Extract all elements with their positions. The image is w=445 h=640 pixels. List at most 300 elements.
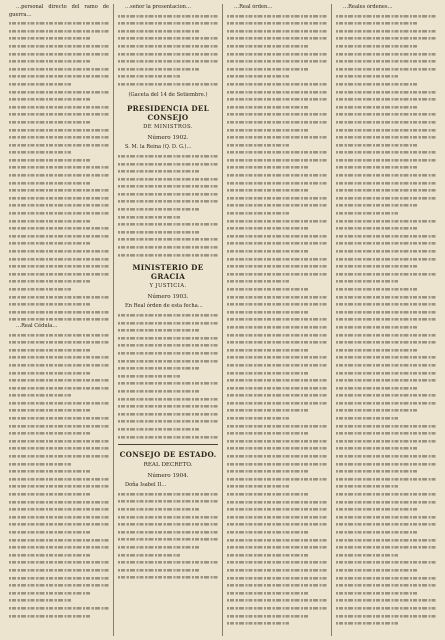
text-line (227, 19, 327, 27)
text-line (118, 433, 218, 441)
text-line (336, 247, 436, 255)
text-line (118, 42, 218, 50)
text-line (118, 566, 200, 574)
text-line (118, 27, 200, 35)
text-line (336, 460, 436, 468)
text-line (227, 209, 289, 217)
text-line (336, 536, 436, 544)
text-line (336, 566, 418, 574)
text-line (118, 243, 218, 251)
text-line (9, 308, 109, 316)
text-line (336, 194, 436, 202)
text-line (336, 224, 418, 232)
text-line (336, 209, 398, 217)
text-line (336, 467, 418, 475)
text-line (336, 414, 398, 422)
text-line (336, 110, 436, 118)
text-line (118, 364, 200, 372)
text-line (227, 490, 309, 498)
text-line (9, 543, 109, 551)
text-line (118, 395, 218, 403)
text-line (118, 425, 200, 433)
text-line (227, 179, 327, 187)
text-line (9, 42, 109, 50)
text-line (9, 141, 109, 149)
text-line (336, 148, 436, 156)
text-line (227, 300, 327, 308)
text-line (227, 475, 327, 483)
text-line (9, 384, 109, 392)
text-line (336, 604, 436, 612)
text-line (118, 213, 180, 221)
text-line (118, 402, 218, 410)
text-line (336, 513, 436, 521)
decree-number: Número 1902. (147, 134, 189, 141)
text-line (336, 581, 436, 589)
text-line (118, 311, 218, 319)
text-line (227, 422, 327, 430)
text-line (118, 251, 218, 259)
text-line (336, 437, 436, 445)
text-line (336, 12, 436, 20)
text-line (227, 513, 327, 521)
text-line (336, 277, 398, 285)
text-line (336, 475, 436, 483)
text-line (227, 369, 309, 377)
text-line (336, 376, 436, 384)
text-line (9, 194, 109, 202)
decree-number: Número 1904. (147, 472, 189, 479)
text-line (227, 543, 327, 551)
text-line (9, 558, 109, 566)
text-line (336, 444, 418, 452)
text-line (336, 133, 436, 141)
text-line (9, 520, 109, 528)
text-line (118, 72, 180, 80)
text-line (118, 50, 218, 58)
text-line (118, 235, 218, 243)
text-line (9, 551, 91, 559)
text-line (9, 50, 109, 58)
text-line (9, 369, 91, 377)
text-line (336, 239, 436, 247)
text-line (227, 50, 327, 58)
text-line (9, 490, 91, 498)
text-line (336, 300, 436, 308)
text-line (227, 452, 327, 460)
article-paragraph: Doña Isabel II… (125, 482, 167, 489)
text-line (336, 346, 418, 354)
text-line (9, 300, 91, 308)
text-line (118, 205, 200, 213)
text-line (118, 410, 218, 418)
text-line (9, 80, 71, 88)
text-line (227, 171, 327, 179)
text-line (336, 285, 418, 293)
column-4 (331, 4, 440, 636)
text-line (118, 490, 218, 498)
text-line (9, 126, 109, 134)
text-line (227, 126, 309, 134)
text-line (336, 232, 436, 240)
text-line (336, 179, 436, 187)
text-line (336, 80, 418, 88)
text-line (227, 247, 309, 255)
text-line (336, 596, 436, 604)
text-line (227, 353, 327, 361)
text-line (227, 376, 327, 384)
text-line (336, 369, 436, 377)
text-line (227, 361, 327, 369)
text-line (227, 12, 327, 20)
text-line (118, 12, 218, 20)
text-line (9, 376, 109, 384)
text-line (336, 361, 436, 369)
text-line (9, 57, 91, 65)
text-line (9, 95, 91, 103)
text-line (9, 285, 71, 293)
article-paragraph: …señor la presentacion… (125, 4, 192, 10)
text-line (227, 505, 327, 513)
text-line (336, 482, 398, 490)
text-line (336, 391, 436, 399)
text-line (9, 536, 109, 544)
article-paragraph: …Reales órdenes… (343, 4, 393, 10)
text-line (9, 34, 91, 42)
text-line (118, 334, 218, 342)
text-line (227, 482, 289, 490)
text-line (9, 186, 109, 194)
section-heading: MINISTERIO DE GRACIA (132, 263, 204, 282)
text-line (9, 27, 109, 35)
text-line (118, 160, 218, 168)
text-line (227, 201, 327, 209)
text-line (227, 520, 327, 528)
text-line (227, 558, 327, 566)
text-line (118, 19, 218, 27)
text-line (9, 444, 109, 452)
text-line (227, 163, 309, 171)
text-line (227, 103, 309, 111)
text-line (227, 331, 327, 339)
text-line (227, 612, 309, 620)
text-line (227, 194, 327, 202)
text-line (9, 581, 109, 589)
text-line (227, 133, 327, 141)
text-line (118, 387, 200, 395)
text-line (336, 323, 418, 331)
text-line (336, 558, 436, 566)
text-line (336, 126, 436, 134)
text-line (227, 619, 289, 627)
text-line (336, 141, 418, 149)
text-line (9, 171, 109, 179)
text-line (336, 399, 436, 407)
text-line (336, 520, 436, 528)
text-line (336, 505, 418, 513)
text-line (9, 65, 109, 73)
text-line (227, 444, 327, 452)
text-line (227, 467, 309, 475)
text-line (9, 399, 109, 407)
text-line (9, 467, 91, 475)
text-line (118, 34, 218, 42)
text-line (227, 536, 327, 544)
text-line (9, 201, 109, 209)
decree-number: Número 1903. (147, 293, 189, 300)
article-paragraph: …Real Cédula… (16, 322, 58, 329)
text-line (227, 384, 327, 392)
column-2 (113, 4, 222, 636)
text-line (9, 239, 91, 247)
text-line (336, 163, 418, 171)
text-line (9, 422, 109, 430)
text-line (118, 551, 180, 559)
section-subheading: Y JUSTICIA. (149, 283, 187, 290)
text-line (336, 103, 418, 111)
text-line (336, 406, 418, 414)
text-line (336, 118, 436, 126)
text-line (227, 118, 327, 126)
text-line (9, 391, 71, 399)
text-line (227, 88, 327, 96)
text-line (336, 42, 418, 50)
text-line (9, 103, 109, 111)
text-line (336, 331, 436, 339)
text-line (336, 27, 436, 35)
text-line (118, 379, 218, 387)
text-line (9, 255, 109, 263)
text-line (9, 475, 109, 483)
text-line (336, 315, 436, 323)
section-heading: PRESIDENCIA DEL CONSEJO (126, 104, 210, 123)
text-line (118, 319, 218, 327)
text-line (336, 217, 436, 225)
text-line (336, 88, 436, 96)
text-line (336, 338, 436, 346)
text-line (336, 528, 418, 536)
text-line (9, 361, 109, 369)
text-line (227, 224, 309, 232)
text-line (227, 156, 327, 164)
text-line (9, 19, 109, 27)
text-line (227, 596, 327, 604)
text-line (227, 293, 327, 301)
text-line (118, 497, 218, 505)
article-paragraph: …Real órden… (234, 4, 273, 10)
text-line (9, 482, 109, 490)
text-line (336, 308, 436, 316)
text-line (227, 239, 327, 247)
text-line (336, 612, 436, 620)
text-line (118, 190, 218, 198)
text-line (227, 65, 309, 73)
text-line (227, 460, 327, 468)
text-line (118, 65, 200, 73)
text-line (9, 315, 109, 323)
text-line (227, 604, 327, 612)
section-heading: CONSEJO DE ESTADO. (119, 450, 217, 460)
text-line (227, 308, 309, 316)
text-line (227, 186, 309, 194)
text-line (118, 349, 218, 357)
text-line (336, 270, 436, 278)
text-line (227, 262, 327, 270)
text-line (227, 437, 327, 445)
text-line (118, 417, 218, 425)
text-line (336, 171, 436, 179)
text-line (9, 460, 71, 468)
text-line (118, 152, 218, 160)
text-line (9, 156, 91, 164)
text-line (227, 528, 309, 536)
text-line (118, 543, 200, 551)
text-line (227, 338, 327, 346)
text-line (118, 513, 218, 521)
text-line (336, 34, 436, 42)
text-line (336, 429, 436, 437)
text-line (336, 589, 418, 597)
section-subheading: DE MINISTROS. (143, 124, 193, 131)
text-line (227, 141, 289, 149)
text-line (227, 566, 327, 574)
text-line (9, 513, 109, 521)
text-line (9, 110, 109, 118)
text-line (227, 315, 327, 323)
text-line (227, 551, 309, 559)
text-line (336, 452, 436, 460)
text-line (227, 27, 327, 35)
text-line (336, 255, 436, 263)
text-line (9, 596, 71, 604)
text-line (336, 262, 418, 270)
decree-number: REAL DECRETO. (143, 462, 193, 469)
text-line (118, 326, 200, 334)
text-line (336, 490, 436, 498)
text-line (118, 528, 218, 536)
text-line (336, 422, 436, 430)
text-line (9, 528, 91, 536)
text-line (9, 604, 109, 612)
text-line (118, 341, 218, 349)
text-line (9, 406, 91, 414)
text-line (9, 72, 109, 80)
text-line (118, 167, 200, 175)
text-line (227, 72, 289, 80)
text-line (9, 353, 109, 361)
text-line (336, 201, 418, 209)
text-line (227, 285, 309, 293)
text-line (118, 573, 218, 581)
text-line (9, 414, 109, 422)
column-3 (222, 4, 331, 636)
text-line (9, 505, 109, 513)
text-line (336, 65, 436, 73)
text-line (9, 338, 109, 346)
text-line (9, 224, 109, 232)
text-line (227, 95, 327, 103)
text-line (336, 384, 418, 392)
text-line (227, 42, 309, 50)
text-line (227, 110, 327, 118)
text-line (9, 217, 91, 225)
text-line (227, 34, 327, 42)
text-line (336, 551, 398, 559)
text-line (118, 505, 200, 513)
text-line (336, 186, 436, 194)
text-line (118, 57, 218, 65)
text-line (336, 498, 436, 506)
text-line (9, 118, 91, 126)
text-line (118, 197, 218, 205)
text-line (227, 399, 327, 407)
text-line (9, 262, 109, 270)
text-line (9, 589, 91, 597)
text-line (9, 270, 109, 278)
text-line (336, 19, 418, 27)
text-line (336, 574, 436, 582)
text-line (9, 498, 109, 506)
section-divider (118, 444, 218, 445)
text-line (118, 175, 218, 183)
gazette-date-note: (Gaceta del 14 de Setiembre.) (128, 91, 208, 98)
text-line (227, 406, 309, 414)
article-paragraph: En Real órden de esta fecha… (125, 303, 203, 310)
text-line (227, 498, 327, 506)
text-line (9, 179, 91, 187)
article-paragraph: …personal directo del ramo de guerra… (9, 4, 109, 18)
text-line (227, 217, 327, 225)
text-line (227, 346, 309, 354)
text-line (336, 72, 398, 80)
text-line (9, 429, 91, 437)
text-line (118, 357, 218, 365)
text-line (336, 353, 436, 361)
text-line (227, 589, 309, 597)
article-paragraph: S. M. la Reina (Q. D. G.)… (125, 144, 192, 151)
text-line (227, 391, 327, 399)
text-line (227, 574, 327, 582)
text-line (9, 566, 109, 574)
text-line (227, 232, 327, 240)
text-line (227, 255, 327, 263)
text-line (227, 277, 289, 285)
text-line (9, 148, 71, 156)
text-line (336, 156, 436, 164)
text-line (9, 574, 109, 582)
text-line (336, 50, 436, 58)
text-line (9, 277, 91, 285)
text-line (227, 80, 327, 88)
text-line (118, 520, 218, 528)
text-line (9, 452, 109, 460)
text-line (336, 619, 398, 627)
text-line (336, 57, 436, 65)
text-line (336, 95, 436, 103)
text-line (118, 228, 200, 236)
text-line (9, 331, 109, 339)
text-line (9, 209, 109, 217)
text-line (118, 558, 218, 566)
text-line (9, 293, 109, 301)
text-line (227, 57, 327, 65)
text-line (9, 346, 91, 354)
text-line (227, 323, 327, 331)
text-line (336, 543, 436, 551)
text-line (9, 88, 109, 96)
text-line (9, 247, 109, 255)
text-line (118, 182, 218, 190)
